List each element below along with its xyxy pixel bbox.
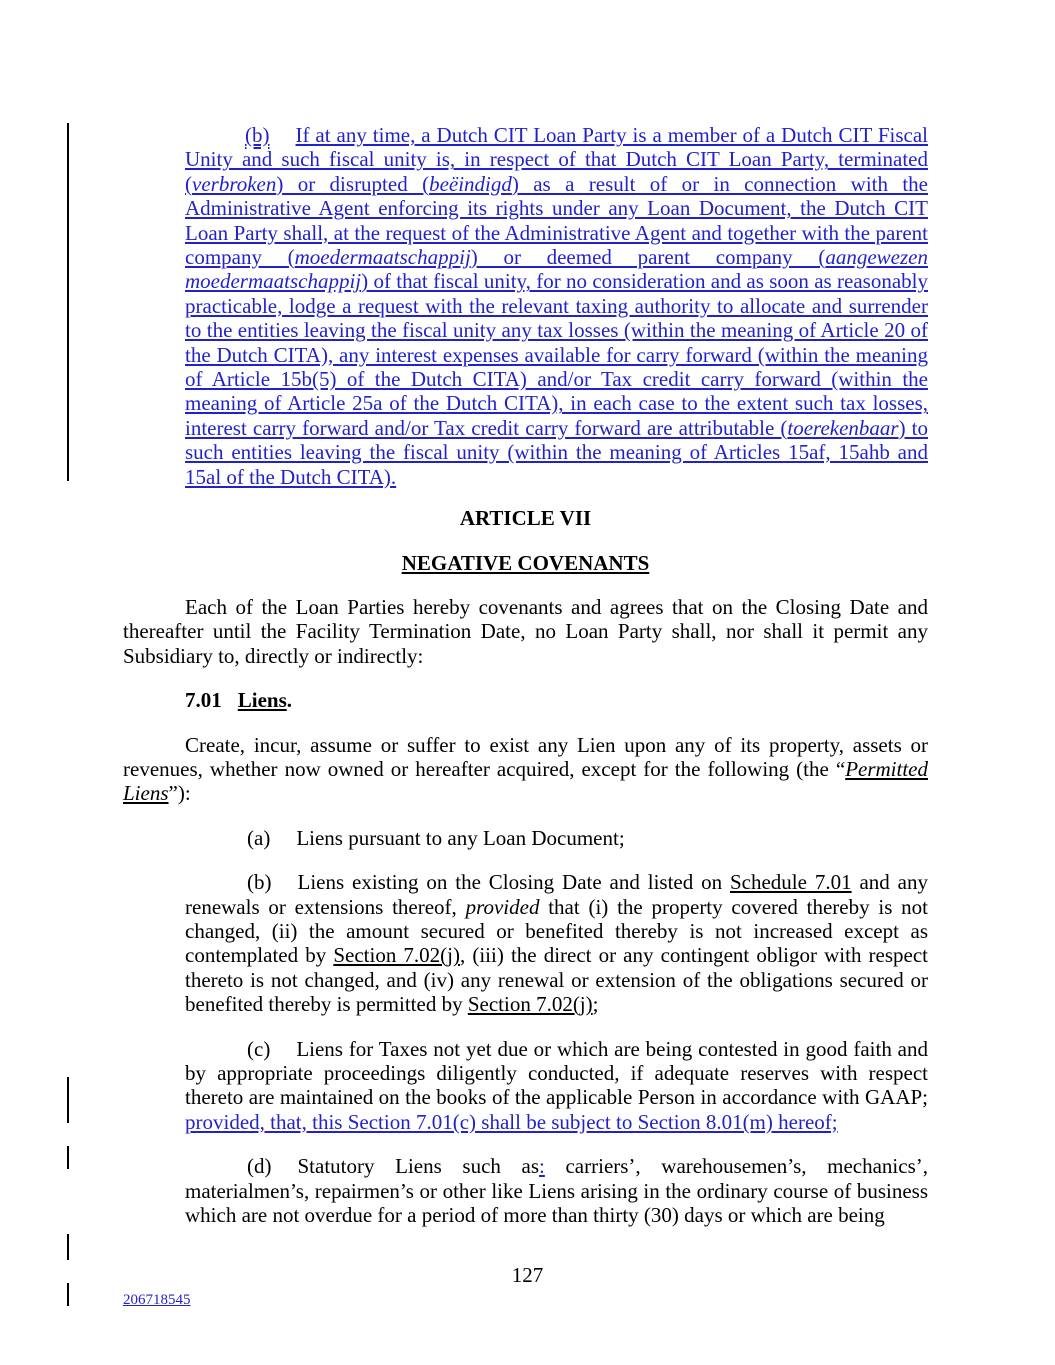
article-title: NEGATIVE COVENANTS	[401, 550, 650, 575]
inserted-clause-b-dutch-cit-fiscal-unity: (b) If at any time, a Dutch CIT Loan Party is a member of a Dutch CIT Fiscal Unity and such fiscal unity is, in respect of that Dutch CIT Loan Party, terminated (verbroken) or disrupted (beëindigd) as a result of or in connection with the Administrative Agent enforcing its rights under any Loan Document, the Dutch CIT Loan Party shall, at the request of the Administrative Agent and together with the parent company (moedermaatschappij) or deemed parent company (aangewezen moedermaatschappij) of that fiscal unity, for no consideration and as soon as reasonably practicable, lodge a request with the relevant taxing authority to allocate and surrender to the entities leaving the fiscal unity any tax losses (within the meaning of Article 20 of the Dutch CITA), any interest expenses available for carry forward (within the meaning of Article 15b(5) of the Dutch CITA) and/or Tax credit carry forward (within the meaning of Article 25a of the Dutch CITA), in each case to the extent such tax losses, interest carry forward and/or Tax credit carry forward are attributable (toerekenbaar) to such entities leaving the fiscal unity (within the meaning of Articles 15af, 15ahb and 15al of the Dutch CITA).	[185, 123, 929, 489]
section-7-01-heading: 7.01 Liens.	[185, 688, 293, 713]
clause-c-liens-for-taxes: (c) Liens for Taxes not yet due or which are being contested in good faith and by appropriate proceedings diligently conducted, if adequate reserves with respect thereto are maintained on the books of the applicable Person in accordance with GAAP; provided, that, this Section 7.01(c) shall be subject to Section 8.01(m) hereof;	[185, 1036, 928, 1134]
liens-lead-in-paragraph: Create, incur, assume or suffer to exist any Lien upon any of its property, assets or revenues, whether now owned or hereafter acquired, except for the following (the “Permitted Liens”):	[123, 732, 928, 806]
change-bar	[67, 1077, 69, 1123]
change-bar	[67, 123, 69, 481]
change-bar	[67, 1146, 69, 1169]
clause-d-statutory-liens: (d) Statutory Liens such as: carriers’, warehousemen’s, mechanics’, materialmen’s, repairmen’s or other like Liens arising in the ordinary course of business which are not overdue for a period of more than thirty (30) days or which are being	[185, 1154, 928, 1228]
article-heading: ARTICLE VII	[459, 506, 592, 531]
clause-b-liens-existing-closing-date: (b) Liens existing on the Closing Date and listed on Schedule 7.01 and any renewals or extensions thereof, provided that (i) the property covered thereby is not changed, (ii) the amount secured or benefited thereby is not increased except as contemplated by Section 7.02(j), (iii) the direct or any contingent obligor with respect thereto is not changed, and (iv) any renewal or extension of the obligations secured or benefited thereby is permitted by Section 7.02(j);	[185, 870, 929, 1017]
document-id-link[interactable]: 206718545	[123, 1292, 191, 1308]
covenants-intro-paragraph: Each of the Loan Parties hereby covenants and agrees that on the Closing Date and thereafter until the Facility Termination Date, no Loan Party shall, nor shall it permit any Subsidiary to, directly or indirectly:	[123, 594, 928, 668]
clause-a-liens-loan-document: (a) Liens pursuant to any Loan Document;	[247, 825, 625, 850]
change-bar	[67, 1234, 69, 1260]
page-body	[123, 123, 928, 1247]
page-number: 127	[511, 1263, 544, 1287]
